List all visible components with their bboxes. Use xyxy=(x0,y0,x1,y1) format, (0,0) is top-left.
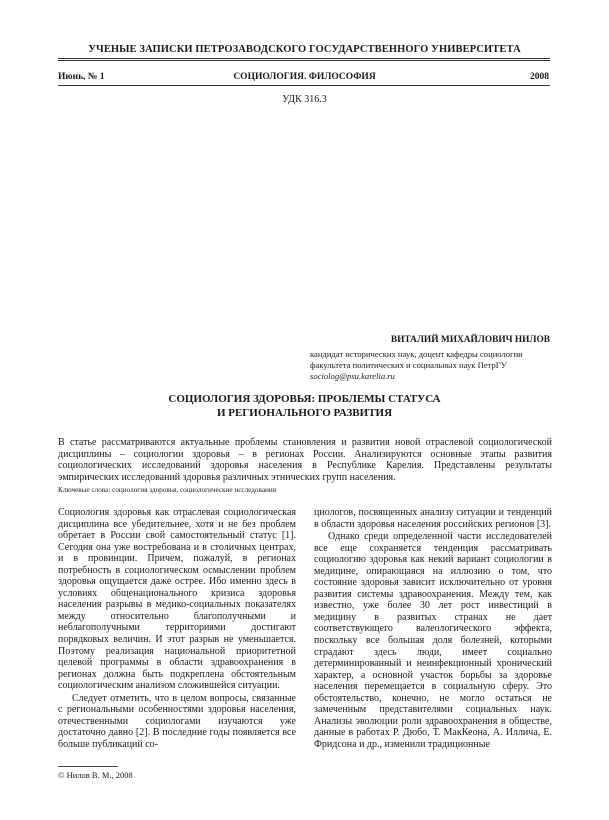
article-title-line2: И РЕГИОНАЛЬНОГО РАЗВИТИЯ xyxy=(216,407,393,419)
section-label: СОЦИОЛОГИЯ. ФИЛОСОФИЯ xyxy=(233,72,376,82)
footnote-rule xyxy=(58,766,118,767)
article-title xyxy=(0,392,609,420)
header-bottom-rule xyxy=(58,85,550,86)
body-paragraph: Следует отметить, что в целом вопросы, связанные с региональными особенностями здоровья населения, отечественными социологами изучаются уже достаточно давно [2]. В последние годы появляется все больше публикаций со- xyxy=(58,692,296,750)
journal-title: УЧЕНЫЕ ЗАПИСКИ ПЕТРОЗАВОДСКОГО ГОСУДАРСТВЕННОГО УНИВЕРСИТЕТА xyxy=(88,44,521,55)
body-column-right xyxy=(314,507,552,750)
body-paragraph: циологов, посвященных анализу ситуации и тенденций в области здоровья населения российских регионов [3]. xyxy=(314,507,552,530)
issue-label: Июнь, № 1 xyxy=(58,72,105,82)
author-block xyxy=(310,335,550,382)
body-paragraph: Однако среди определенной части исследователей все еще сохраняется тенденция рассматривать социологию здоровья как некий вариант социологии в медицине, опирающаяся на иллюзию о том, что состояние здоровья зависит исключительно от уровня развития системы здравоохранения. Между тем, как известно, уже более 30 лет рост инвестиций в медицину в развитых странах не дает соответствующего валеологического эффекта, поскольку все большая доля болезней, которыми страдают здесь люди, имеет социально детерминированный и неинфекционный хронический характер, а основной участок борьбы за здоровье населения перемещается в социальную сферу. Это обстоятельство, конечно, не могло остаться не замеченным представителями социальных наук. Анализы эволюции роли здравоохранения в обществе, данные в работах Р. Дюбо, Т. МакКеона, А. Иллича, Е. Фридсона и др., изменили традиционные xyxy=(314,531,552,750)
author-name: ВИТАЛИЙ МИХАЙЛОВИЧ НИЛОВ xyxy=(390,335,550,345)
header-top-rule-double xyxy=(58,60,550,61)
abstract-text: В статье рассматриваются актуальные проблемы становления и развития новой отраслевой социологической дисциплины – социологии здоровья – в регионах России. Анализируются основные этапы развития социологических исследований здоровья населения в Республике Карелия. Представлены результаты эмпирических исследований здоровья различных этнических групп населения. xyxy=(58,437,552,483)
abstract xyxy=(58,437,552,497)
body-paragraph: Социология здоровья как отраслевая социологическая дисциплина все убедительнее, хотя и не без проблем обретает в России свой самостоятельный статус [1]. Сегодня она уже востребована и в столичных центрах, и в провинции. Причем, пожалуй, в регионах потребность в социологическом осмыслении проблем здоровья ощущается даже острее. Ибо именно здесь в условиях общенационального кризиса здоровья населения разрывы в медико-социальных показателях между относительно благополучными и неблагополучными территориями достигают порядковых величин. И этот разрыв не уменьшается. Поэтому реализация национальной приоритетной целевой программы в области здравоохранения в регионах должна быть подкреплена обстоятельным социологическим анализом сложившейся ситуации. xyxy=(58,507,296,692)
header-top-rule xyxy=(58,58,550,59)
body-column-left xyxy=(58,507,296,750)
author-affiliation-line1: кандидат исторических наук, доцент кафедры социологии xyxy=(310,349,523,359)
udc-code: УДК 316.3 xyxy=(282,94,327,105)
article-title-line1: СОЦИОЛОГИЯ ЗДОРОВЬЯ: ПРОБЛЕМЫ СТАТУСА xyxy=(168,393,441,405)
author-email: sociolog@psu.karelia.ru xyxy=(310,371,395,381)
copyright-footnote: © Нилов В. М., 2008 xyxy=(58,770,133,780)
year-label: 2008 xyxy=(530,72,549,82)
author-affiliation-line2: факультета политических и социальных наук ПетрГУ xyxy=(310,360,507,370)
keywords: Ключевые слова: социология здоровья, социологические исследования xyxy=(58,486,277,495)
